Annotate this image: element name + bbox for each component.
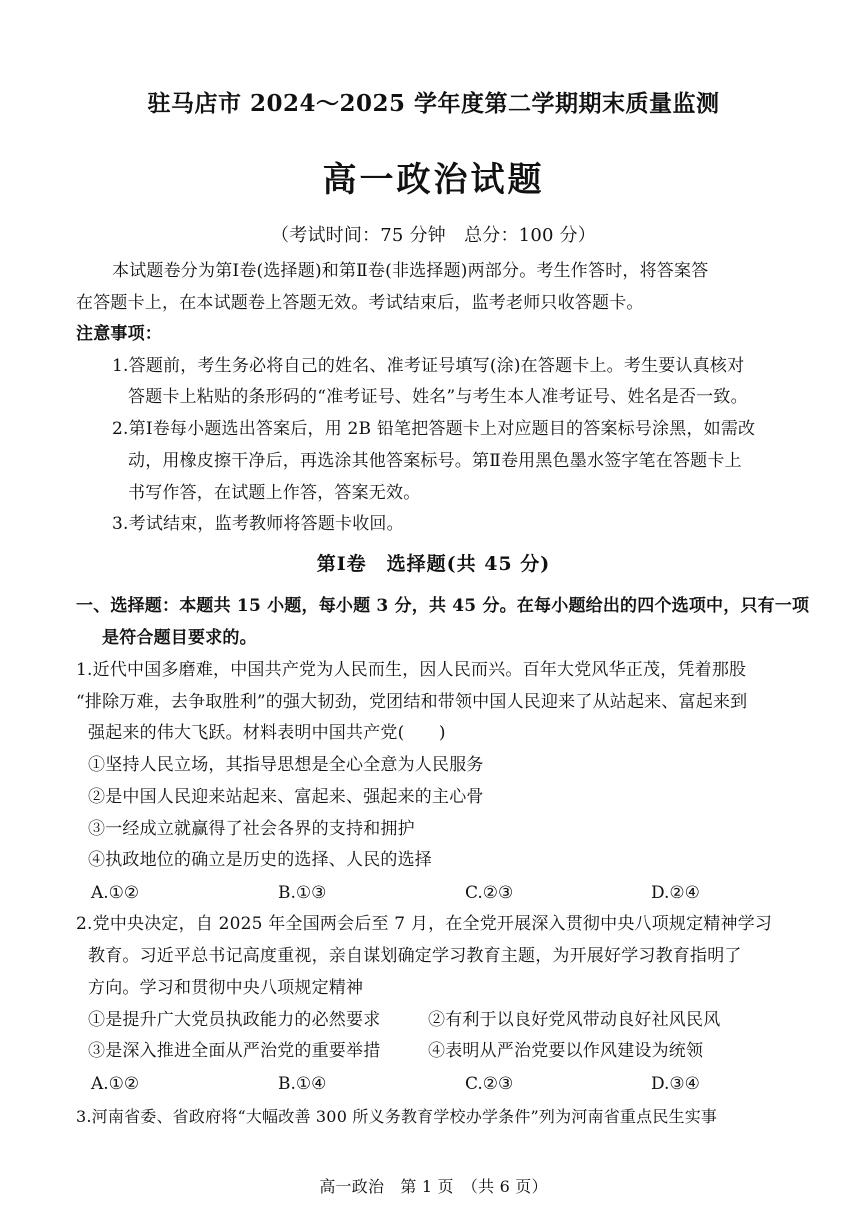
question-2-stem: 方向。学习和贯彻中央八项规定精神	[88, 978, 364, 998]
notice-line: 答题卡上粘贴的条形码的“准考证号、姓名”与考生本人准考证号、姓名是否一致。	[128, 387, 748, 407]
subject-title: 高一政治试题	[322, 160, 545, 200]
intro-line: 本试题卷分为第Ⅰ卷(选择题)和第Ⅱ卷(非选择题)两部分。考生作答时，将答案答	[112, 261, 709, 281]
question-2-option-d: D.③④	[651, 1074, 700, 1094]
question-1-stem: 强起来的伟大飞跃。材料表明中国共产党( )	[88, 723, 446, 743]
notice-line: 书写作答，在试题上作答，答案无效。	[128, 483, 421, 503]
page-footer: 高一政治 第 1 页 （共 6 页）	[319, 1177, 548, 1196]
question-1-option-d: D.②④	[651, 883, 700, 903]
question-2-item: ④表明从严治党要以作风建设为统领	[428, 1041, 704, 1061]
question-1-stem: 1.近代中国多磨难，中国共产党为人民而生，因人民而兴。百年大党风华正茂，凭着那股	[76, 660, 747, 680]
exam-title: 驻马店市 2024～2025 学年度第二学期期末质量监测	[147, 90, 720, 117]
question-1-item: ②是中国人民迎来站起来、富起来、强起来的主心骨	[88, 787, 484, 807]
notice-line: 3.考试结束，监考教师将答题卡收回。	[112, 514, 404, 534]
notice-heading: 注意事项：	[76, 324, 162, 344]
question-2-option-c: C.②③	[465, 1074, 514, 1094]
question-1-item: ③一经成立就赢得了社会各界的支持和拥护	[88, 819, 415, 839]
section-instruction: 一、选择题：本题共 15 小题，每小题 3 分，共 45 分。在每小题给出的四个选项中，只有一项	[76, 596, 810, 616]
notice-line: 2.第Ⅰ卷每小题选出答案后，用 2B 铅笔把答题卡上对应题目的答案标号涂黑，如需改	[112, 419, 756, 439]
question-2-option-b: B.①④	[278, 1074, 327, 1094]
question-1-item: ①坚持人民立场，其指导思想是全心全意为人民服务	[88, 755, 484, 775]
question-1-stem: “排除万难，去争取胜利”的强大韧劲，党团结和带领中国人民迎来了从站起来、富起来到	[76, 692, 748, 712]
notice-line: 动，用橡皮擦干净后，再选涂其他答案标号。第Ⅱ卷用黑色墨水签字笔在答题卡上	[128, 451, 742, 471]
question-2-stem: 教育。习近平总书记高度重视，亲自谋划确定学习教育主题，为开展好学习教育指明了	[88, 946, 742, 966]
question-1-item: ④执政地位的确立是历史的选择、人民的选择	[88, 850, 432, 870]
question-1-option-a: A.①②	[91, 883, 140, 903]
question-2-option-a: A.①②	[91, 1074, 140, 1094]
section-title: 第Ⅰ卷 选择题(共 45 分)	[316, 553, 551, 575]
exam-meta: （考试时间：75 分钟 总分：100 分）	[271, 225, 596, 246]
question-1-option-b: B.①③	[278, 883, 327, 903]
question-2-item: ①是提升广大党员执政能力的必然要求	[88, 1010, 381, 1030]
question-2-item: ③是深入推进全面从严治党的重要举措	[88, 1041, 381, 1061]
section-instruction: 是符合题目要求的。	[102, 628, 257, 648]
notice-line: 1.答题前，考生务必将自己的姓名、准考证号填写(涂)在答题卡上。考生要认真核对	[112, 356, 745, 376]
intro-line: 在答题卡上，在本试题卷上答题无效。考试结束后，监考老师只收答题卡。	[76, 293, 644, 313]
question-1-option-c: C.②③	[465, 883, 514, 903]
question-2-stem: 2.党中央决定，自 2025 年全国两会后至 7 月，在全党开展深入贯彻中央八项规定精神学习	[76, 914, 773, 934]
question-3-stem: 3.河南省委、省政府将“大幅改善 300 所义务教育学校办学条件”列为河南省重点民生实事	[76, 1107, 718, 1126]
question-2-item: ②有利于以良好党风带动良好社风民风	[428, 1010, 721, 1030]
